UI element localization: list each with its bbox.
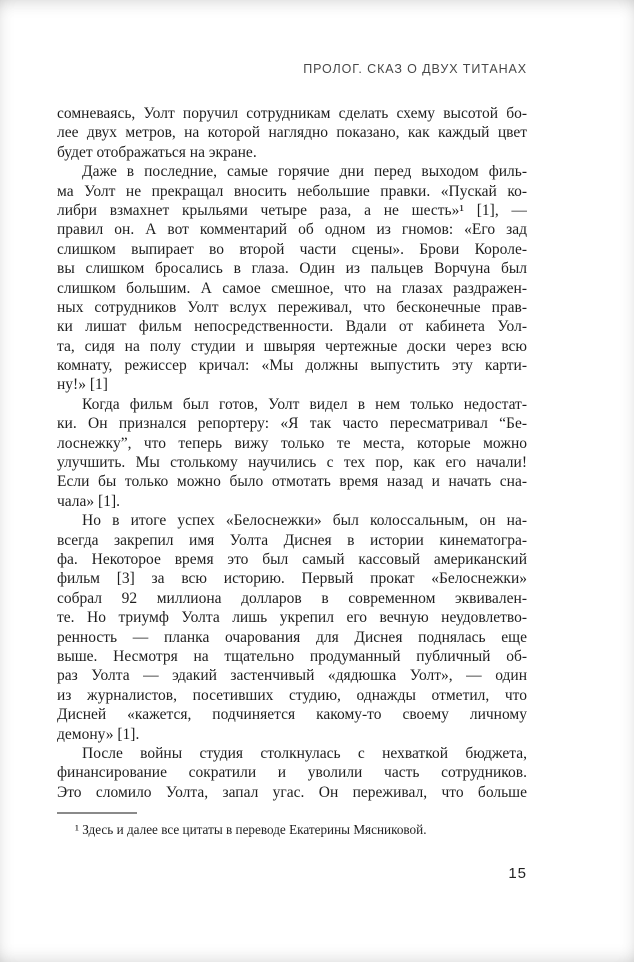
running-head: ПРОЛОГ. СКАЗ О ДВУХ ТИТАНАХ	[303, 62, 527, 76]
text-line: либри взмахнет крыльями четыре раза, а не шесть»¹ [1], —	[57, 201, 527, 219]
text-line: всегда закрепил имя Уолта Диснея в истории кинематогра-	[57, 531, 527, 549]
text-line: слишком выпирает во второй части сцены». Брови Короле-	[57, 240, 527, 258]
paragraph	[57, 744, 527, 802]
footnote-divider	[57, 812, 137, 814]
text-line: Дисней «кажется, подчиняется какому-то своему личному	[57, 706, 527, 724]
text-line: комнату, режиссер кричал: «Мы должны выпустить эту карти-	[57, 357, 527, 375]
paragraph	[57, 104, 527, 162]
text-line: слишком большим. А самое смешное, что на глазах раздражен-	[57, 279, 527, 297]
text-line: ну!» [1]	[57, 376, 108, 394]
text-line: ных сотрудников Уолт вслух переживал, что бесконечные прав-	[57, 298, 527, 316]
text-line: собрал 92 миллиона долларов в современном эквивален-	[57, 589, 527, 607]
text-line: сомневаясь, Уолт поручил сотрудникам сделать схему высотой бо-	[57, 105, 527, 122]
text-line: улучшить. Мы столькому научились с тех пор, как его начали!	[57, 454, 527, 472]
paragraph	[57, 511, 527, 744]
text-line: та, сидя на полу студии и швыряя чертежные доски через всю	[57, 337, 527, 355]
page-body	[57, 104, 527, 802]
text-line: ма Уолт не прекращал вносить небольшие правки. «Пускай ко-	[57, 182, 527, 200]
text-line: демону» [1].	[57, 725, 140, 743]
text-line: финансирование сократили и уволили часть сотрудников.	[57, 764, 527, 782]
text-line: После войны студия столкнулась с нехваткой бюджета,	[82, 744, 527, 762]
text-line: Даже в последние, самые горячие дни перед выходом филь-	[82, 163, 527, 181]
text-line: Но в итоге успех «Белоснежки» был колоссальным, он на-	[82, 512, 527, 530]
text-line: лоснежку”, что теперь вижу только те места, которые можно	[57, 434, 527, 452]
text-line: ки. Он признался репортеру: «Я так часто пересматривал “Бе-	[57, 415, 527, 433]
text-line: будет отображаться на экране.	[57, 143, 257, 161]
text-line: фильм [3] за всю историю. Первый прокат «Белоснежки»	[57, 570, 527, 588]
text-line: из журналистов, посетивших студию, однажды отметил, что	[57, 686, 527, 704]
text-line: вы слишком бросались в глаза. Один из пальцев Ворчуна был	[57, 260, 527, 278]
footnote: ¹ Здесь и далее все цитаты в переводе Екатерины Мясниковой.	[75, 822, 427, 837]
text-line: раз Уолта — эдакий застенчивый «дядюшка Уолт», — один	[57, 667, 527, 685]
paragraph	[57, 162, 527, 395]
text-line: лее двух метров, на которой наглядно показано, как каждый цвет	[57, 124, 527, 142]
text-line: те. Но триумф Уолта лишь укрепил его вечную неудовлетво-	[57, 609, 527, 627]
page-number: 15	[508, 865, 527, 882]
text-line: правил он. А вот комментарий об одном из гномов: «Его зад	[57, 221, 527, 239]
text-line: Это сломило Уолта, запал угас. Он переживал, что больше	[57, 783, 527, 801]
text-line: ренность — планка очарования для Диснея поднялась еще	[57, 628, 527, 646]
text-line: ки лишат фильм непосредственности. Вдали от кабинета Уол-	[57, 318, 527, 336]
text-line: чала» [1].	[57, 492, 120, 510]
text-line: выше. Несмотря на тщательно продуманный публичный об-	[57, 647, 527, 665]
text-line: фа. Некоторое время это был самый кассовый американский	[57, 550, 527, 568]
paragraph	[57, 395, 527, 511]
text-line: Когда фильм был готов, Уолт видел в нем только недостат-	[82, 395, 527, 413]
text-line: Если бы только можно было отмотать время назад и начать сна-	[57, 473, 527, 491]
